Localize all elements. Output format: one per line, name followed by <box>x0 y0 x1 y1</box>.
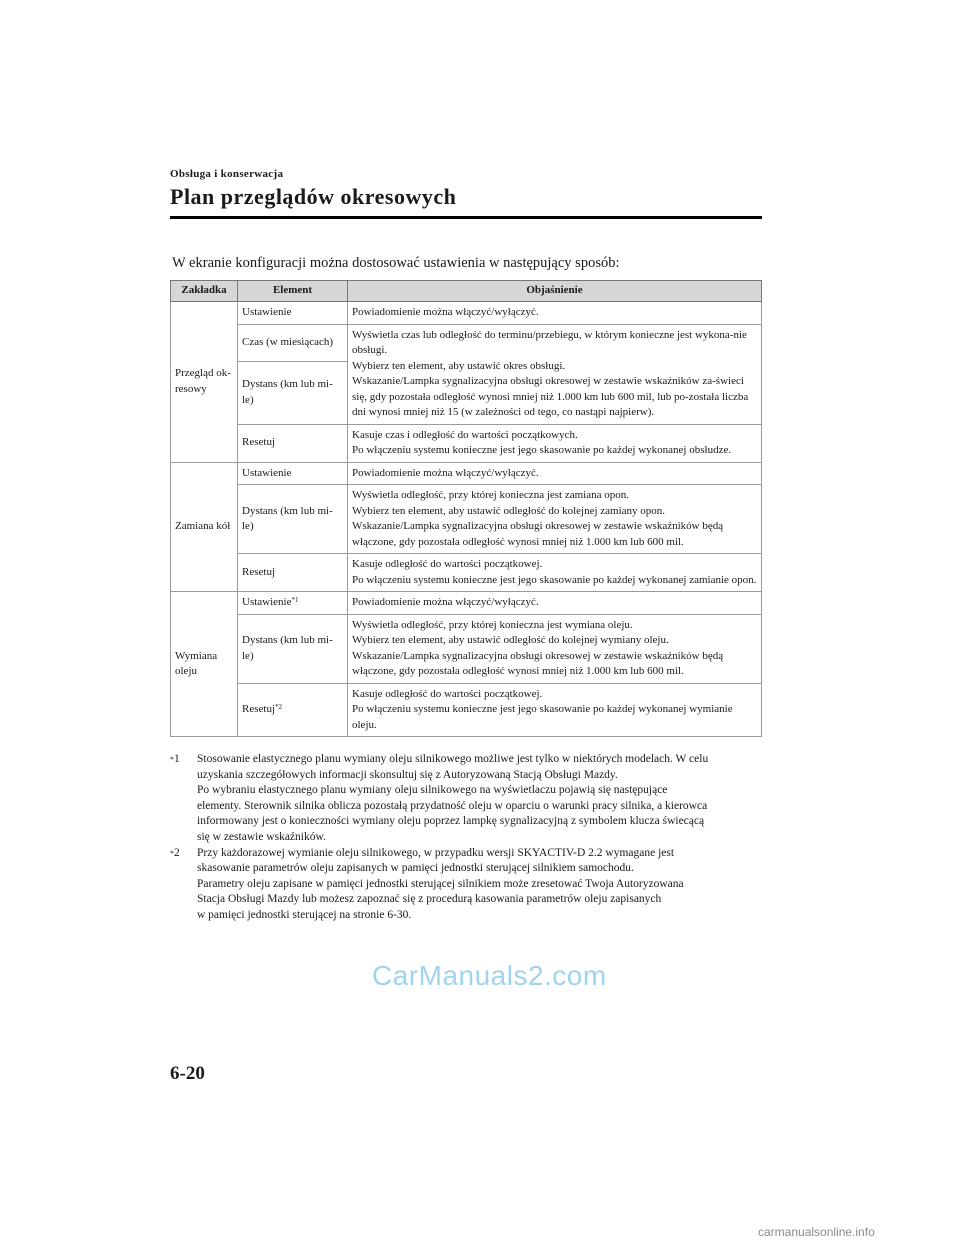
explanation-line: Po włączeniu systemu konieczne jest jego skasowanie po każdej wykonanej zamianie opon. <box>352 573 757 586</box>
footnote-line: Przy każdorazowej wymianie oleju silnikowego, w przypadku wersji SKYACTIV-D 2.2 wymagane jest <box>197 846 675 859</box>
element-cell <box>238 361 348 424</box>
element-cell <box>238 592 348 615</box>
explanation-line: Kasuje odległość do wartości początkowej. <box>352 558 543 570</box>
element-cell <box>238 302 348 325</box>
footnote-item <box>170 846 765 924</box>
explanation-cell <box>348 424 762 462</box>
tab-cell: Zamiana kół <box>171 462 238 592</box>
explanation-cell <box>348 614 762 683</box>
explanation-line: Kasuje czas i odległość do wartości początkowych. <box>352 428 578 441</box>
explanation-line: Po włączeniu systemu konieczne jest jego skasowanie po każdej wykonanej obsłudze. <box>352 444 732 456</box>
element-cell <box>238 462 348 485</box>
element-label: Ustawienie <box>242 466 292 479</box>
element-cell <box>238 683 348 737</box>
header-explanation: Objaśnienie <box>348 281 762 302</box>
explanation-line: Powiadomienie można włączyć/wyłączyć. <box>352 306 539 318</box>
table-row <box>171 554 762 592</box>
table-row <box>171 302 762 325</box>
footnote-line: skasowanie parametrów oleju zapisanych w pamięci jednostki sterującej silnikiem samochodu. <box>197 862 634 875</box>
footnote-marker: *1 <box>170 753 180 765</box>
footer-site-label: carmanualsonline.info <box>758 1225 875 1239</box>
footnote-line: Parametry oleju zapisane w pamięci jednostki sterującej silnikiem może zresetować Twoja Autoryzowana <box>197 877 684 890</box>
table-row <box>171 592 762 615</box>
table-header-row <box>171 281 762 302</box>
watermark-logo: CarManuals2.com <box>372 960 607 991</box>
explanation-line: Kasuje odległość do wartości początkowej. <box>352 687 543 700</box>
footnote-line: się w zestawie wskaźników. <box>197 830 326 843</box>
header-tab: Zakładka <box>171 281 238 302</box>
element-label: Resetuj <box>242 703 275 715</box>
explanation-line: Wskazanie/Lampka sygnalizacyjna obsługi okresowej w zestawie wskaźników będą włączone, gdy pozostała odległość wynosi mniej niż 1.000 km lub 600 mil. <box>352 520 724 548</box>
explanation-cell <box>348 485 762 554</box>
table-row <box>171 614 762 683</box>
footnote-marker: *2 <box>170 846 180 859</box>
table-row <box>171 683 762 737</box>
settings-table <box>170 280 762 737</box>
explanation-line: Powiadomienie można włączyć/wyłączyć. <box>352 596 539 608</box>
intro-text: W ekranie konfiguracji można dostosować ustawienia w następujący sposób: <box>172 255 620 271</box>
footnote-line: uzyskania szczegółowych informacji skonsultuj się z Autoryzowaną Stacją Obsługi Mazdy. <box>197 768 618 781</box>
element-label: Dystans (km lub mi-le) <box>242 634 333 662</box>
table-row <box>171 324 762 361</box>
element-cell <box>238 324 348 361</box>
explanation-line: Wyświetla odległość, przy której konieczna jest zamiana opon. <box>352 489 629 501</box>
element-cell <box>238 424 348 462</box>
explanation-line: Po włączeniu systemu konieczne jest jego skasowanie po każdej wykonanej wymianie oleju. <box>352 703 733 731</box>
table-row <box>171 485 762 554</box>
element-cell <box>238 614 348 683</box>
footnote-number: 1 <box>174 753 180 765</box>
explanation-line: Wyświetla odległość, przy której konieczna jest wymiana oleju. <box>352 618 633 631</box>
tab-cell: Wymiana oleju <box>171 592 238 737</box>
explanation-cell <box>348 324 762 424</box>
explanation-line: Wybierz ten element, aby ustawić okres obsługi. <box>352 359 566 372</box>
table-row <box>171 424 762 462</box>
table-body <box>171 302 762 737</box>
element-label: Ustawienie <box>242 596 292 608</box>
explanation-cell <box>348 683 762 737</box>
element-label: Resetuj <box>242 436 275 449</box>
explanation-line: Wyświetla czas lub odległość do terminu/przebiegu, w którym konieczne jest wykona-nie obsługi. <box>352 328 747 356</box>
footnote-line: Stosowanie elastycznego planu wymiany oleju silnikowego możliwe jest tylko w niektórych modelach. W celu <box>197 753 709 765</box>
footnotes <box>170 752 765 924</box>
header-element: Element <box>238 281 348 302</box>
footnote-reference: *1 <box>291 596 299 604</box>
footnote-line: Stacja Obsługi Mazdy lub możesz zapoznać się z procedurą kasowania parametrów oleju zapisanych <box>197 893 662 906</box>
element-label: Resetuj <box>242 565 275 578</box>
page-number: 6-20 <box>170 1063 205 1084</box>
explanation-cell <box>348 302 762 325</box>
footnote-reference: *2 <box>275 703 282 711</box>
element-label: Czas (w miesiącach) <box>242 335 334 348</box>
explanation-cell <box>348 592 762 615</box>
element-label: Ustawienie <box>242 306 292 318</box>
element-cell <box>238 485 348 554</box>
section-label: Obsługa i konserwacja <box>170 168 284 180</box>
footnote-item <box>170 752 765 846</box>
footnote-line: informowany jest o konieczności wymiany oleju poprzez lampkę sygnalizacyjną z symbolem klucza świecącą <box>197 815 705 828</box>
tab-cell: Przegląd ok-resowy <box>171 302 238 463</box>
explanation-line: Wskazanie/Lampka sygnalizacyjna obsługi okresowej w zestawie wskaźników za-świeci się, gdy pozostała odległość wynosi mniej niż 1.000 km lub 600 mil, lub po-została liczba dni wynosi mniej niż 15 (w zależności od tego, co nastąpi najpierw). <box>352 375 749 418</box>
title-divider <box>170 216 762 219</box>
footnote-line: w pamięci jednostki sterującej na stronie 6-30. <box>197 908 412 921</box>
element-cell <box>238 554 348 592</box>
explanation-line: Wskazanie/Lampka sygnalizacyjna obsługi okresowej w zestawie wskaźników będą włączone, gdy pozostała odległość wynosi mniej niż 1.000 km lub 600 mil. <box>352 649 724 677</box>
element-label: Dystans (km lub mi-le) <box>242 378 333 406</box>
footnote-line: Po wybraniu elastycznego planu wymiany oleju silnikowego na wyświetlaczu pojawią się następujące <box>197 784 668 797</box>
explanation-line: Powiadomienie można włączyć/wyłączyć. <box>352 466 539 479</box>
explanation-line: Wybierz ten element, aby ustawić odległość do kolejnej zamiany opon. <box>352 504 666 517</box>
footnote-number: 2 <box>174 846 180 859</box>
footnote-line: elementy. Sterownik silnika oblicza pozostałą przydatność oleju w oparciu o warunki pracy silnika, a kierowca <box>197 799 708 812</box>
explanation-line: Wybierz ten element, aby ustawić odległość do kolejnej wymiany oleju. <box>352 634 669 646</box>
explanation-cell <box>348 462 762 485</box>
element-label: Dystans (km lub mi-le) <box>242 504 333 532</box>
table-row <box>171 462 762 485</box>
page-title: Plan przeglądów okresowych <box>170 184 457 209</box>
explanation-cell <box>348 554 762 592</box>
